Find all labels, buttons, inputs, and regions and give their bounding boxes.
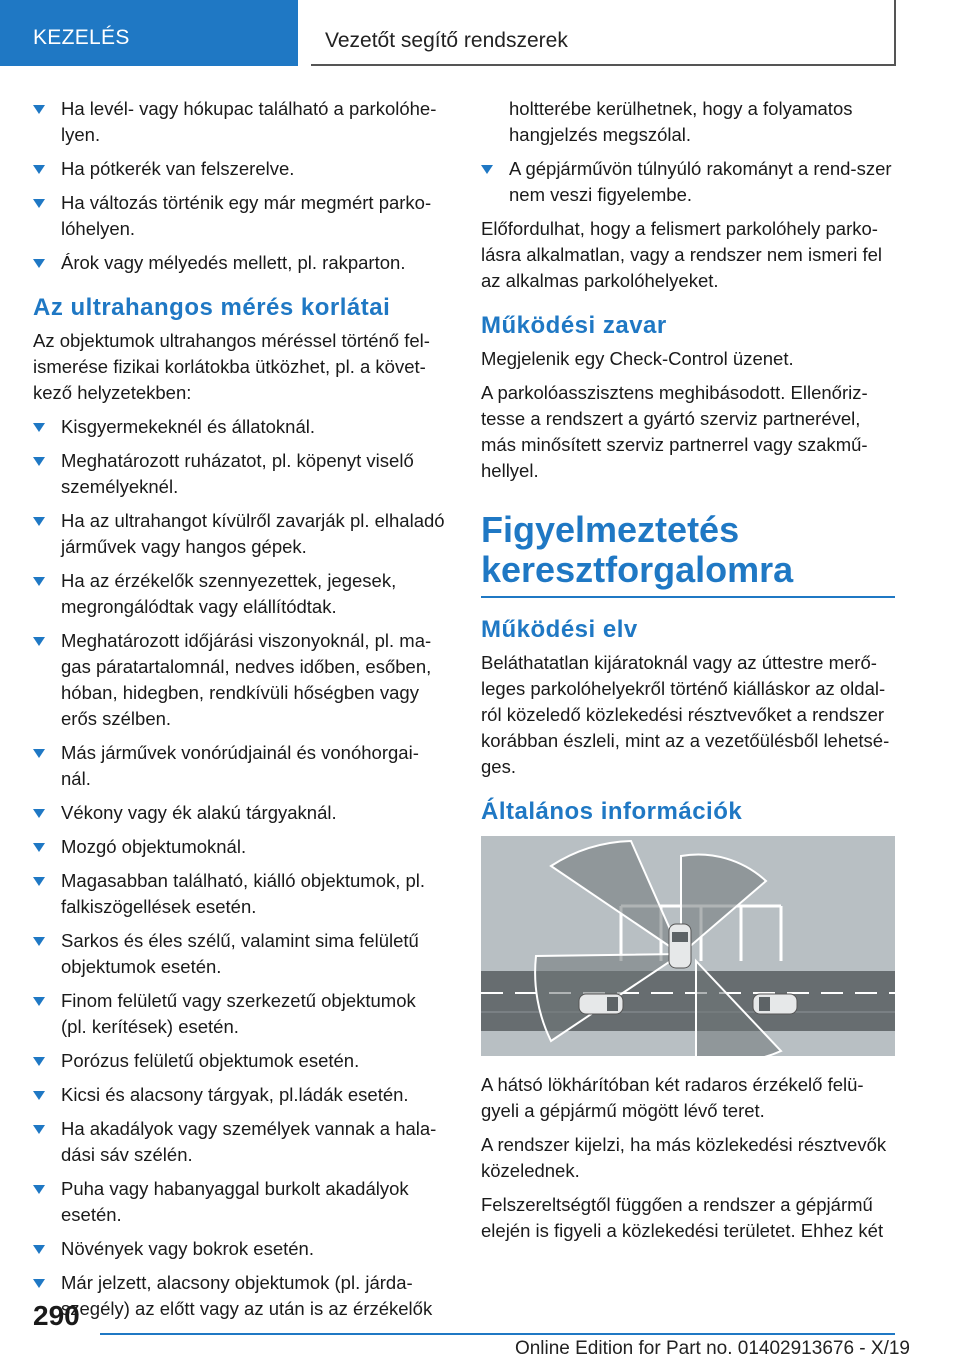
paragraph-parking: Előfordulhat, hogy a felismert parkolóhely parko-lásra alkalmatlan, vagy a rendszer nem ismeri fel az alkalmas parkolóhelyeket.	[481, 218, 882, 291]
list-item: Puha vagy habanyaggal burkolt akadályok esetén.	[33, 1176, 445, 1228]
section-title: KEZELÉS	[33, 26, 130, 49]
page-footer	[0, 1300, 960, 1362]
section-tab	[0, 0, 298, 66]
list-item: Kicsi és alacsony tárgyak, pl.ládák esetén.	[33, 1082, 445, 1108]
list-item: Növények vagy bokrok esetén.	[33, 1236, 445, 1262]
paragraph-general-3: Felszereltségtől függően a rendszer a gépjármű elején is figyeli a közlekedési területet. Ehhez két	[481, 1194, 884, 1241]
list-item: Ha az ultrahangot kívülről zavarják pl. elhaladó járművek vagy hangos gépek.	[33, 508, 445, 560]
right-column	[481, 96, 895, 1252]
list-item: Más járművek vonórúdjainál és vonóhorgai-nál.	[33, 740, 445, 792]
left-column	[33, 96, 445, 1330]
list-item: Ha változás történik egy már megmért parko-lóhelyen.	[33, 190, 445, 242]
page-header	[0, 0, 960, 66]
list-item: Meghatározott ruházatot, pl. köpenyt viselő személyeknél.	[33, 448, 445, 500]
list-item: Kisgyermekeknél és állatoknál.	[33, 414, 445, 440]
list-item: Ha pótkerék van felszerelve.	[33, 156, 445, 182]
list-item: Porózus felületű objektumok esetén.	[33, 1048, 445, 1074]
list-item: Sarkos és éles szélű, valamint sima felületű objektumok esetén.	[33, 928, 445, 980]
footer-divider	[100, 1333, 895, 1335]
heading-cross-traffic: Figyelmeztetés keresztforgalomra	[481, 510, 895, 598]
car-right	[753, 994, 797, 1014]
heading-principle: Működési elv	[481, 616, 638, 643]
list-item: Vékony vagy ék alakú tárgyaknál.	[33, 800, 445, 826]
car-left	[579, 994, 623, 1014]
car-main	[669, 924, 691, 968]
list-item: Meghatározott időjárási viszonyoknál, pl. ma-gas páratartalomnál, nedves időben, esőben, hóban, hidegben, rendkívüli hőségben vagy erős szélben.	[33, 628, 445, 732]
chapter-tab	[311, 0, 896, 66]
bullet-list-top-left	[33, 96, 445, 276]
list-item: Magasabban található, kiálló objektumok, pl. falkiszögellések esetén.	[33, 868, 445, 920]
bullet-list-top-right	[481, 96, 895, 208]
paragraph-fault-2: A parkolóasszisztens meghibásodott. Ellenőriz-tesse a rendszert a gyártó szerviz partnerével, más minősített szerviz partnerrel vagy szakmű-hellyel.	[481, 382, 868, 481]
list-item: Árok vagy mélyedés mellett, pl. rakparton.	[33, 250, 445, 276]
paragraph-general-1: A hátsó lökhárítóban két radaros érzékelő felü-gyeli a gépjármű mögött lévő teret.	[481, 1074, 864, 1121]
edition-text: Online Edition for Part no. 01402913676 - X/19	[514, 1338, 910, 1359]
paragraph-fault-1: Megjelenik egy Check-Control üzenet.	[481, 348, 794, 369]
page-number: 290	[33, 1300, 80, 1331]
list-item: Mozgó objektumoknál.	[33, 834, 445, 860]
cross-traffic-illustration	[481, 836, 895, 1056]
radar-diagram	[481, 836, 895, 1056]
list-item: Ha levél- vagy hókupac található a parkolóhe-lyen.	[33, 96, 445, 148]
heading-general-info: Általános információk	[481, 798, 743, 825]
heading-ultrasonic-limits: Az ultrahangos mérés korlátai	[33, 294, 391, 321]
list-item-continuation: holtterébe kerülhetnek, hogy a folyamatos hangjelzés megszólal.	[509, 98, 853, 145]
paragraph-general-2: A rendszer kijelzi, ha más közlekedési résztvevők közelednek.	[481, 1134, 887, 1181]
list-item: Már jelzett, alacsony objektumok (pl. járda-szegély) az előtt vagy az után is az érzékelők	[33, 1270, 445, 1322]
list-item: Ha akadályok vagy személyek vannak a hala-dási sáv szélén.	[33, 1116, 445, 1168]
intro-limits: Az objektumok ultrahangos méréssel történő fel-ismerése fizikai korlátokba ütközhet, pl. a követ-kező helyzetekben:	[33, 330, 430, 403]
list-item: A gépjárművön túlnyúló rakományt a rend-szer nem veszi figyelembe.	[481, 156, 895, 208]
chapter-title: Vezetőt segítő rendszerek	[325, 29, 568, 52]
heading-fault: Működési zavar	[481, 312, 667, 339]
paragraph-principle: Beláthatatlan kijáratoknál vagy az úttestre merő-leges parkolóhelyekről történő kiálláskor az oldal-ról közeledő közlekedési résztvevőket a rendszer korábban észleli, mint az a vezetőülésből lehetsé-ges.	[481, 652, 890, 777]
list-item: Ha az érzékelők szennyezettek, jegesek, megrongálódtak vagy elállítódtak.	[33, 568, 445, 620]
bullet-list-limits	[33, 414, 445, 1322]
list-item: Finom felületű vagy szerkezetű objektumok (pl. kerítések) esetén.	[33, 988, 445, 1040]
